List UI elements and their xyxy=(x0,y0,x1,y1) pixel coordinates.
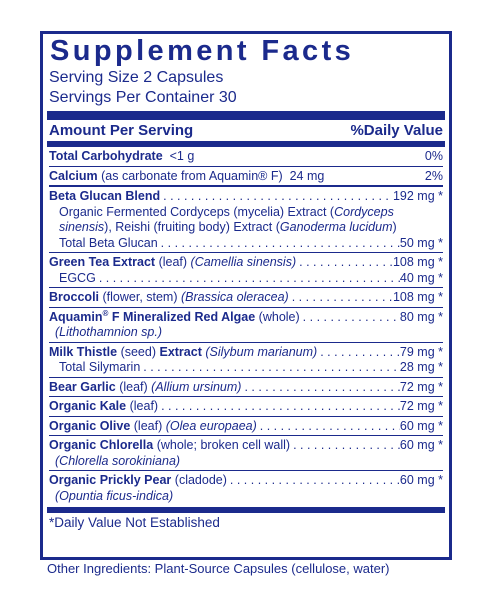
row-bear-garlic: Bear Garlic (leaf) (Allium ursinum) . . . 72 mg * xyxy=(49,378,443,397)
other-ingredients: Other Ingredients: Plant-Source Capsules (cellulose, water) xyxy=(47,561,390,576)
row-carbohydrate: Total Carbohydrate <1 g 0% xyxy=(49,149,443,163)
row-milk-thistle: Milk Thistle (seed) Extract (Silybum marianum) . . . 79 mg * Total Silymarin . . . 28 mg * xyxy=(49,343,443,377)
row-kale: Organic Kale (leaf) . . . 72 mg * xyxy=(49,397,443,416)
serving-size: Serving Size 2 Capsules xyxy=(49,69,224,86)
footnote: *Daily Value Not Established xyxy=(49,515,220,530)
row-broccoli: Broccoli (flower, stem) (Brassica oleracea) . . . 108 mg * xyxy=(49,288,443,307)
row-prickly-pear: Organic Prickly Pear (cladode) . . . 60 mg * (Opuntia ficus-indica) xyxy=(49,471,443,505)
row-beta-glucan: Beta Glucan Blend . . . 192 mg * Organic Fermented Cordyceps (mycelia) Extract (Cordyceps sinensis), Reishi (fruiting body) Extract (Ganoderma lucidum) Total Beta Glucan . . . 50 mg * xyxy=(49,187,443,252)
servings-per-container: Servings Per Container 30 xyxy=(49,89,237,106)
column-header xyxy=(49,120,443,141)
row-chlorella: Organic Chlorella (whole; broken cell wall) . . . 60 mg * (Chlorella sorokiniana) xyxy=(49,436,443,470)
row-olive: Organic Olive (leaf) (Olea europaea) . . . 60 mg * xyxy=(49,417,443,436)
supplement-facts-panel xyxy=(40,31,452,560)
panel-title: Supplement Facts xyxy=(50,35,355,67)
row-aquamin: Aquamin® F Mineralized Red Algae (whole) . . . 80 mg * (Lithothamnion sp.) xyxy=(49,308,443,342)
thick-divider xyxy=(47,111,445,120)
row-calcium: Calcium (as carbonate from Aquamin® F) 24 mg 2% xyxy=(49,168,443,183)
amount-header: Amount Per Serving xyxy=(49,122,194,139)
row-green-tea: Green Tea Extract (leaf) (Camellia sinensis) . . . 108 mg * EGCG . . . 40 mg * xyxy=(49,253,443,287)
dv-header: %Daily Value xyxy=(350,122,443,139)
